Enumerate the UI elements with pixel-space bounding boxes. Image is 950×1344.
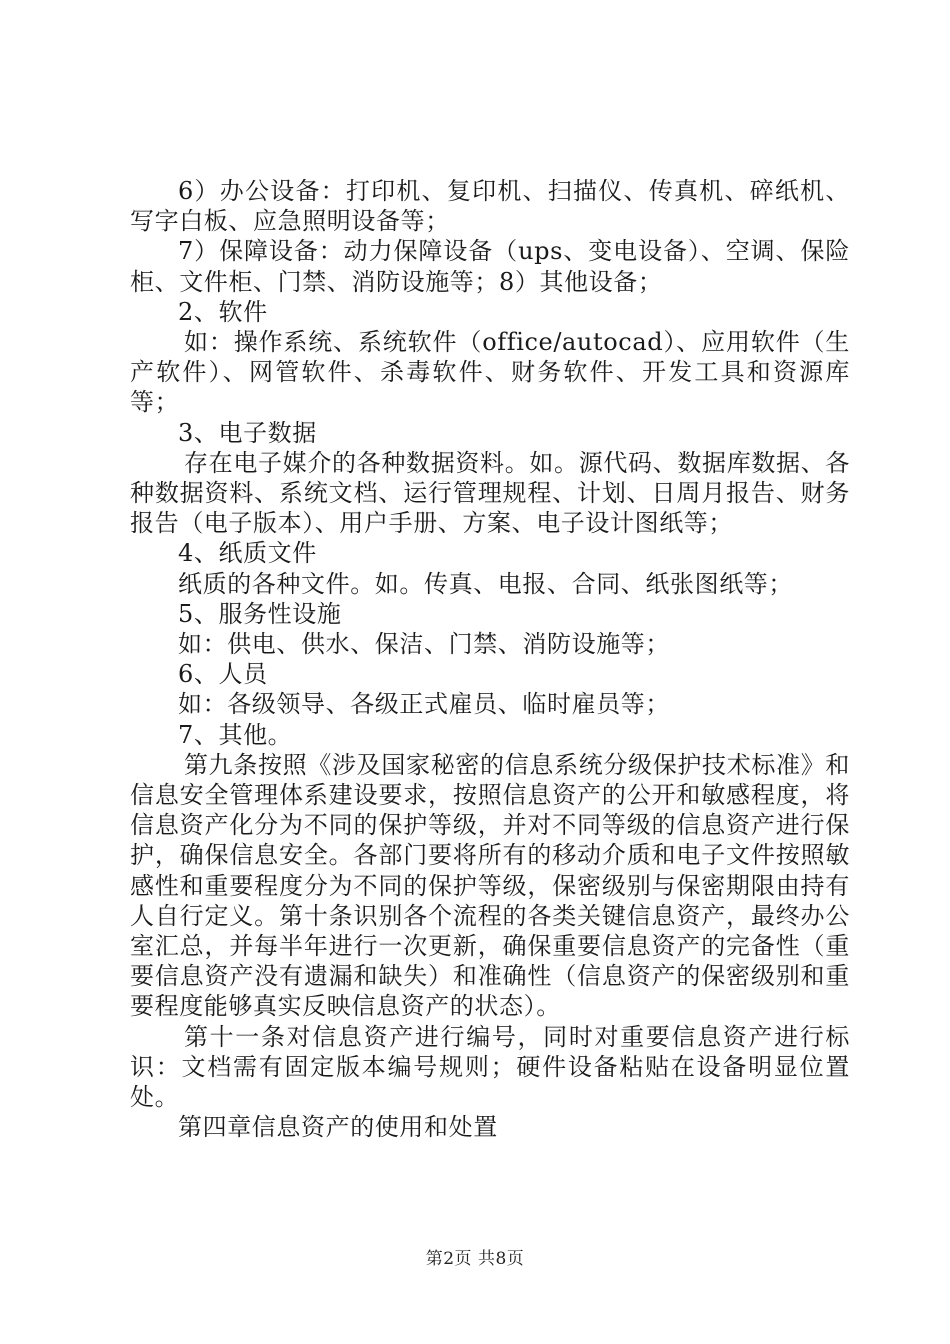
heading-service-facilities: 5、服务性设施 bbox=[178, 599, 342, 628]
document-body bbox=[130, 176, 850, 1143]
page-number-footer: 第2页 共8页 bbox=[425, 1249, 525, 1269]
heading-other: 7、其他。 bbox=[178, 720, 293, 749]
chapter-4-heading: 第四章信息资产的使用和处置 bbox=[178, 1113, 498, 1142]
heading-electronic-data: 3、电子数据 bbox=[178, 418, 317, 447]
paragraph-paper-documents: 纸质的各种文件。如。传真、电报、合同、纸张图纸等； bbox=[178, 569, 793, 598]
paragraph-electronic-data: 存在电子媒介的各种数据资料。如。源代码、数据库数据、各种数据资料、系统文档、运行管理规程、计划、日周月报告、财务报告（电子版本）、用户手册、方案、电子设计图纸等； bbox=[130, 448, 850, 538]
paragraph-service-facilities: 如：供电、供水、保洁、门禁、消防设施等； bbox=[178, 630, 670, 659]
paragraph-office-equipment: 6）办公设备：打印机、复印机、扫描仪、传真机、碎纸机、写字白板、应急照明设备等； bbox=[130, 177, 850, 236]
heading-paper-documents: 4、纸质文件 bbox=[178, 539, 317, 568]
heading-software: 2、软件 bbox=[178, 297, 268, 326]
paragraph-support-equipment: 7）保障设备：动力保障设备（ups、变电设备）、空调、保险柜、文件柜、门禁、消防设施等；8）其他设备； bbox=[130, 237, 850, 296]
paragraph-article-9-10: 第九条按照《涉及国家秘密的信息系统分级保护技术标准》和信息安全管理体系建设要求，按照信息资产的公开和敏感程度，将信息资产化分为不同的保护等级，并对不同等级的信息资产进行保护，确保信息安全。各部门要将所有的移动介质和电子文件按照敏感性和重要程度分为不同的保护等级，保密级别与保密期限由持有人自行定义。第十条识别各个流程的各类关键信息资产，最终办公室汇总，并每半年进行一次更新，确保重要信息资产的完备性（重要信息资产没有遗漏和缺失）和准确性（信息资产的保密级别和重要程度能够真实反映信息资产的状态）。 bbox=[130, 750, 850, 1021]
paragraph-software-examples: 如：操作系统、系统软件（office/autocad）、应用软件（生产软件）、网管软件、杀毒软件、财务软件、开发工具和资源库等； bbox=[130, 328, 850, 417]
heading-personnel: 6、人员 bbox=[178, 660, 268, 689]
paragraph-article-11: 第十一条对信息资产进行编号，同时对重要信息资产进行标识：文档需有固定版本编号规则；硬件设备粘贴在设备明显位置处。 bbox=[130, 1022, 850, 1112]
paragraph-personnel: 如：各级领导、各级正式雇员、临时雇员等； bbox=[178, 690, 670, 719]
